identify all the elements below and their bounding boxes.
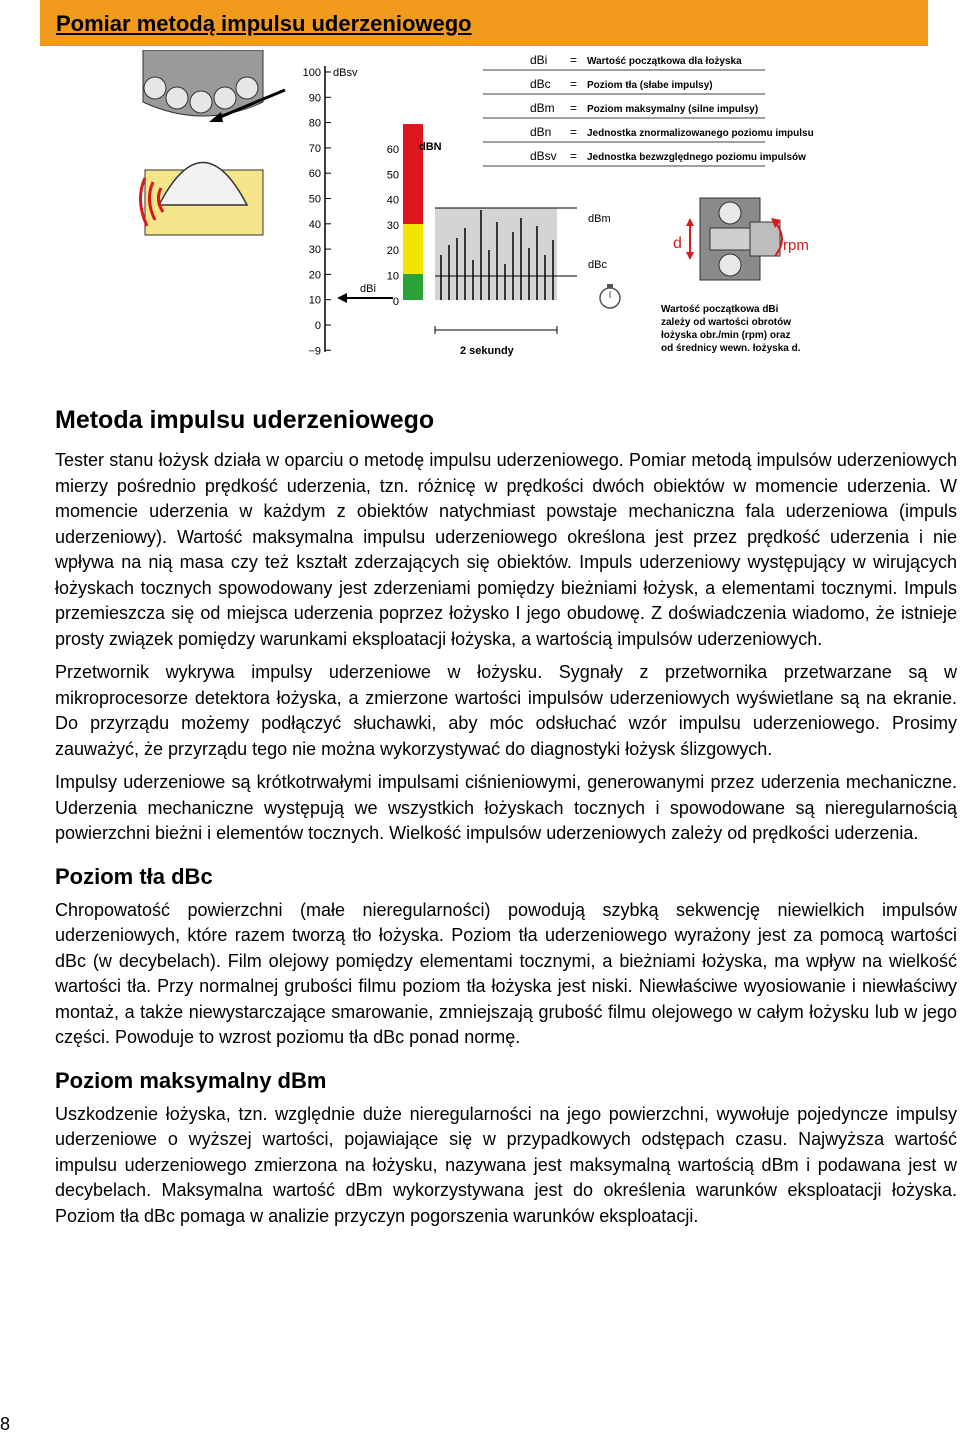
section-heading-shock-pulse: Metoda impulsu uderzeniowego [55, 406, 435, 434]
legend-eq: = [570, 53, 578, 67]
rpm-label: rpm [783, 237, 809, 254]
legend-desc: Poziom tła (słabe impulsy) [587, 80, 713, 91]
legend-code: dBn [530, 125, 552, 139]
dbsv-tick-label: −9 [308, 345, 321, 358]
dbsv-tick-label: 80 [308, 117, 321, 130]
paragraph: Tester stanu łożysk działa w oparciu o metodę impulsu uderzeniowego. Pomiar metodą impulsów uderzeniowych mierzy pośrednio prędkość uderzenia, tzn. różnicę w prędkości dwóch obiektów w momencie uderzenia. W momencie uderzenia w każdym z obiektów natychmiast powstaje mechaniczna fala uderzeniowa (impuls uderzeniowy). Wartość maksymalna impulsu uderzeniowego określona jest przez prędkość uderzenia i nie wpływa na nią masa czy też kształt zderzających się obiektów. Impuls uderzeniowy występujący w wirujących łożyskach tocznych spowodowany jest zderzeniami pomiędzy bieżniami łożysk, a elementami tocznymi. Impuls przemieszcza się od miejsca uderzenia poprzez łożysko I jego obudowę. Z doświadczenia wiadomo, że istnieje prosty związek pomiędzy warunkami eksploatacji łożyska, a wartością impulsów uderzeniowych. [55, 450, 957, 649]
legend-code: dBm [530, 101, 555, 115]
dbsv-tick-label: 0 [314, 320, 321, 332]
paragraph: Przetwornik wykrywa impulsy uderzeniowe w łożysku. Sygnały z przetwornika przetwarzane są w mikroprocesorze detektora łożyska, a zmierzone wartości impulsów uderzeniowych wyświetlane są na ekranie. Do przyrządu możemy podłączyć słuchawki, aby móc odsłuchać wzór impulsu uderzeniowego. Prosimy zauważyć, że przyrządu tego nie można wykorzystywać do diagnostyki łożysk ślizgowych. [55, 662, 957, 759]
dbn-tick-label: 10 [386, 270, 399, 283]
dbn-tick-label: 30 [386, 219, 399, 232]
dbn-tick-label: 40 [386, 194, 399, 207]
dbn-tick-label: 60 [386, 144, 399, 156]
dbsv-tick-label: 90 [308, 92, 321, 105]
note-line: Wartość początkowa dBi [661, 304, 779, 315]
legend-eq: = [570, 125, 578, 139]
dbc-label: dBc [588, 259, 607, 271]
dbsv-tick-label: 70 [308, 142, 321, 155]
paragraph: Chropowatość powierzchni (małe nieregularności) powodują szybką sekwencję niewielkich impulsów uderzeniowych, które razem tworzą tło łożyska. Poziom tła uderzeniowego wyrażony jest za pomocą wartości dBc (w decybelach). Film olejowy pomiędzy elementami tocznymi, a bieżniami łożyska, ma wpływ na wielkość wartości tła. Przy normalnej grubości filmu poziom tła łożyska jest niski. Niewłaściwe wyosiowanie i niewłaściwy montaż, a także niewystarczające smarowanie, zmniejszają grubość filmu olejowego w całym łożysku lub w jego części. Powoduje to wzrost poziomu tła dBc ponad normę. [55, 899, 957, 1047]
legend-desc: Jednostka bezwzględnego poziomu impulsów [587, 152, 806, 163]
legend-code: dBc [530, 77, 551, 91]
dbn-tick-label: 20 [386, 245, 399, 258]
bearing-illustration [140, 50, 285, 235]
dbsv-tick-label: 40 [308, 218, 321, 231]
paragraph: Uszkodzenie łożyska, tzn. względnie duże nieregularności na jego powierzchni, wywołuje pojedyncze impulsy uderzeniowe o wyższej wartości, pojawiające się w przypadkowych odstępach czasu. Najwyższa wartość impulsu uderzeniowego zmierzona na łożysku, nazywana jest maksymalną wartością dBm i podawana jest w decybelach. Maksymalna wartość dBm wykorzystywana jest do określenia warunków eksploatacji łożyska. Poziom tła dBc pomaga w analizie przyczyn pogorszenia warunków eksploatacji. [55, 1103, 957, 1226]
page-number: 8 [0, 1414, 11, 1434]
bearing-cross-section [673, 198, 809, 280]
dbsv-tick-label: 60 [308, 168, 321, 181]
pulse-chart [337, 208, 620, 357]
dbsv-tick-label: 50 [308, 193, 321, 206]
dbsv-tick-label: 100 [302, 67, 321, 79]
note-line: od średnicy wewn. łożyska d. [661, 343, 801, 354]
legend-desc: Poziom maksymalny (silne impulsy) [587, 104, 759, 115]
note-line: łożyska obr./min (rpm) oraz [661, 330, 791, 341]
time-label: 2 sekundy [460, 345, 514, 357]
legend-desc: Jednostka znormalizowanego poziomu impulsu [587, 128, 814, 139]
dbsv-tick-label: 10 [308, 294, 321, 307]
note-line: zależy od wartości obrotów [661, 317, 792, 328]
legend-eq: = [570, 149, 578, 163]
dbi-label: dBi [360, 283, 376, 295]
dbi-note [661, 304, 801, 354]
dbsv-tick-label: 20 [308, 269, 321, 282]
legend-desc: Wartość początkowa dla łożyska [587, 56, 742, 67]
dbn-tick-label: 0 [392, 295, 399, 308]
legend-code: dBsv [530, 149, 557, 163]
paragraph: Impulsy uderzeniowe są krótkotrwałymi impulsami ciśnieniowymi, generowanymi przez uderzenia mechaniczne. Uderzenia mechaniczne występują we wszystkich łożyskach tocznych i spowodowane są nieregularnością powierzchni bieżni i elementów tocznych. Wielkość impulsów uderzeniowych zależy od prędkości uderzenia. [55, 772, 957, 843]
legend-eq: = [570, 77, 578, 91]
legend [483, 53, 814, 166]
shock-pulse-diagram [135, 50, 835, 370]
dbsv-label: dBsv [333, 67, 358, 79]
dbn-color-column [387, 124, 442, 308]
dbsv-tick-label: 30 [308, 244, 321, 257]
header-banner [40, 0, 928, 46]
legend-eq: = [570, 101, 578, 115]
legend-code: dBi [530, 53, 548, 67]
page-title: Pomiar metodą impulsu uderzeniowego [56, 11, 472, 36]
dbm-label: dBm [588, 213, 611, 225]
dbsv-scale [303, 66, 358, 357]
diameter-label: d [673, 235, 682, 252]
main-content [55, 405, 957, 1237]
section-heading-maximum: Poziom maksymalny dBm [55, 1067, 327, 1093]
shock-pulse-figure [135, 50, 835, 370]
section-heading-background: Poziom tła dBc [55, 863, 213, 889]
dbn-label: dBN [419, 141, 442, 153]
dbn-tick-label: 50 [386, 169, 399, 182]
